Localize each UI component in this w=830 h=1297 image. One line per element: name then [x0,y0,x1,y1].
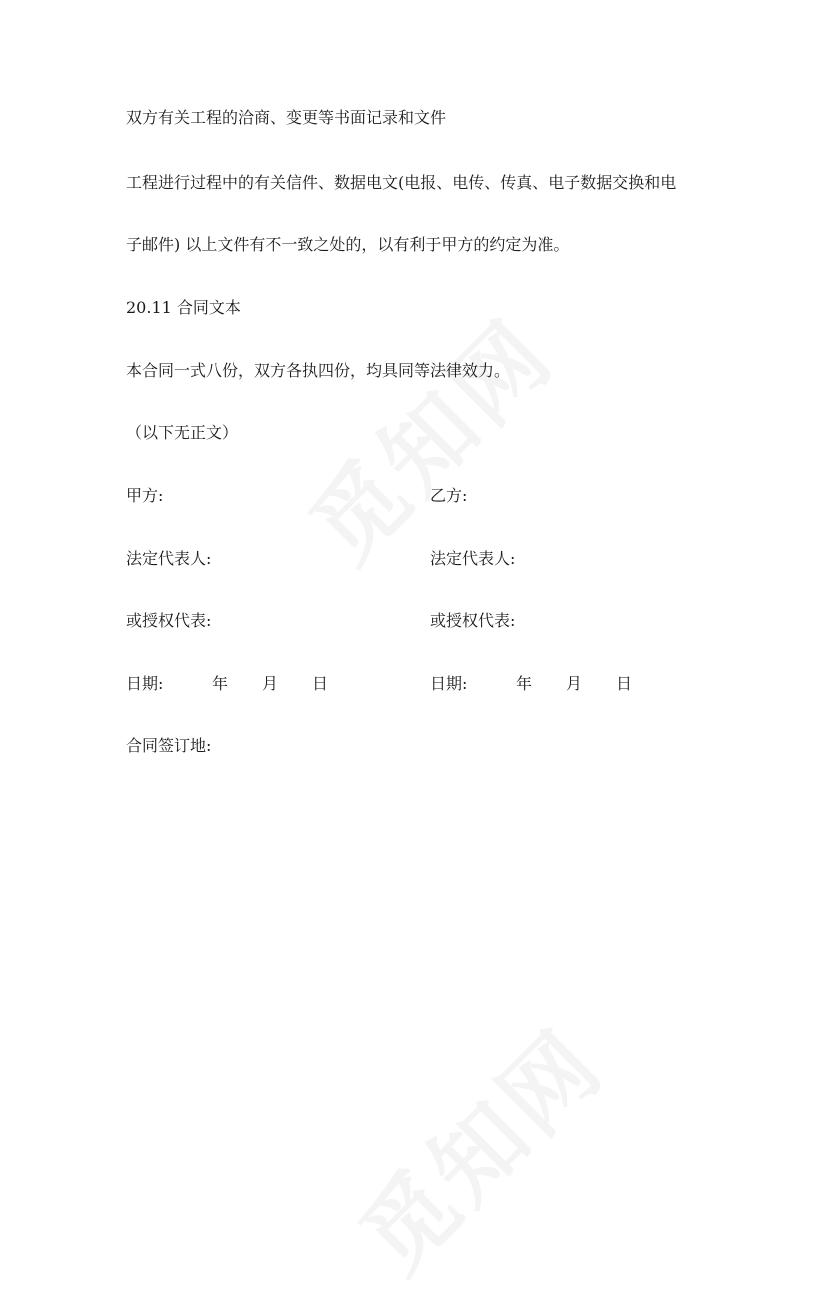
month-unit: 月 [262,674,279,693]
date-label: 日期: [126,674,164,693]
paragraph: 工程进行过程中的有关信件、数据电文(电报、电传、传真、电子数据交换和电 [126,173,677,192]
watermark [276,285,577,586]
date-row-b [430,674,666,694]
paragraph: 本合同一式八份，双方各执四份，均具同等法律效力。 [126,361,511,380]
legal-rep-b-label: 法定代表人: [430,549,516,568]
year-unit: 年 [212,674,229,693]
watermark [326,995,627,1296]
day-unit: 日 [312,674,329,693]
section-heading: 20.11 合同文本 [126,298,241,317]
day-unit: 日 [616,674,633,693]
paragraph: 子邮件) 以上文件有不一致之处的，以有利于甲方的约定为准。 [126,235,570,254]
party-b-label: 乙方: [430,486,468,505]
month-unit: 月 [566,674,583,693]
legal-rep-a-label: 法定代表人: [126,549,212,568]
party-a-label: 甲方: [126,486,164,505]
signing-place-label: 合同签订地: [126,736,212,755]
date-row-a [126,674,362,694]
paragraph: 双方有关工程的洽商、变更等书面记录和文件 [126,108,447,127]
date-label: 日期: [430,674,468,693]
authorized-b-label: 或授权代表: [430,611,516,630]
paragraph: （以下无正文） [126,423,239,442]
authorized-a-label: 或授权代表: [126,611,212,630]
year-unit: 年 [516,674,533,693]
